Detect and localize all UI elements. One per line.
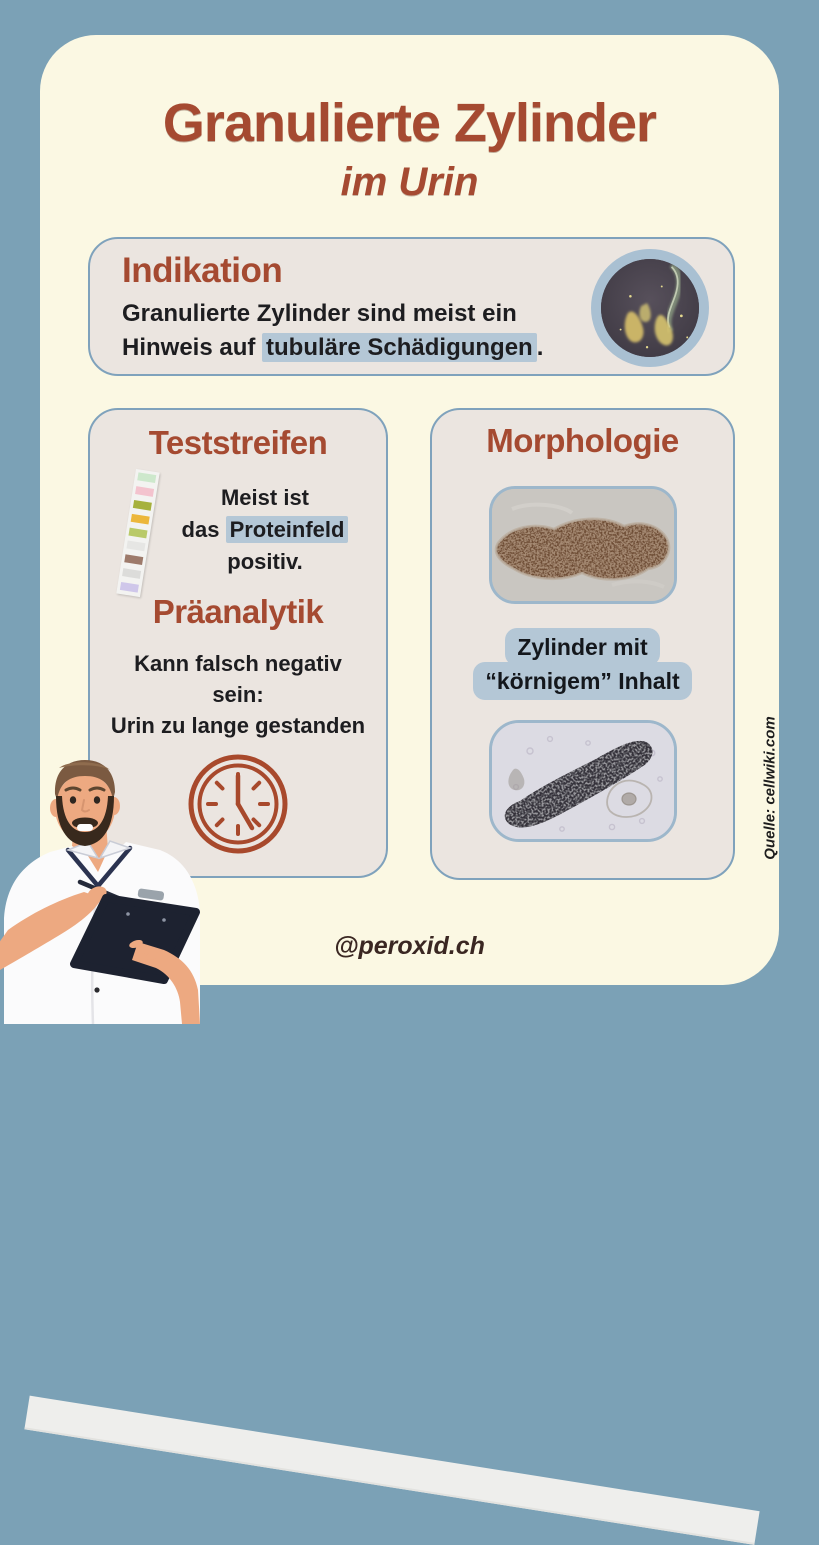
teststreifen-heading: Teststreifen [148,424,328,461]
test-strip-pad [126,541,145,552]
test-strip-pad [120,582,139,593]
pra-line2: sein: [212,682,264,707]
morphologie-caption [432,628,733,700]
indikation-highlight: tubuläre Schädigungen [262,333,537,362]
praeanalytik-text [98,648,378,741]
test-line3: positiv. [227,549,303,574]
morphologie-heading: Morphologie [486,422,679,459]
caption-line1: Zylinder mit [505,628,659,666]
test-strip-pad [124,555,143,566]
praeanalytik-heading: Präanalytik [152,593,324,630]
indikation-line2-before: Hinweis auf [122,334,263,361]
indikation-text [122,297,543,365]
test-strip-pad [131,513,150,524]
dark-field-cast-illustration [601,259,699,357]
clinician-illustration [0,738,238,1024]
pra-line1: Kann falsch negativ [134,651,342,676]
indikation-heading: Indikation [122,251,283,290]
page-subtitle: im Urin [340,160,479,204]
teststreifen-text [152,482,378,578]
test-strip-pad [129,527,148,538]
morphologie-card [430,408,735,880]
proteinfeld-highlight: Proteinfeld [226,516,349,543]
test-line2-before: das [181,517,226,542]
indikation-card [88,237,735,376]
microscopy-image-brightfield-cast [489,486,677,604]
social-handle: @peroxid.ch [334,932,485,960]
indikation-line2-after: . [536,334,544,361]
test-line1: Meist ist [220,485,310,510]
test-strip-pad [122,568,141,579]
test-strip-handle [24,1396,759,1545]
microscopy-image-granular-cast [489,720,677,842]
indikation-line1: Granulierte Zylinder sind meist ein [122,300,517,327]
microscopy-circle-image [591,249,709,367]
caption-line2: “körnigem” Inhalt [473,662,691,700]
pra-line3: Urin zu lange gestanden [110,713,366,738]
source-credit: Quelle: cellwiki.com [761,716,779,860]
page-title: Granulierte Zylinder [162,93,657,153]
test-strip-pad [133,500,152,511]
